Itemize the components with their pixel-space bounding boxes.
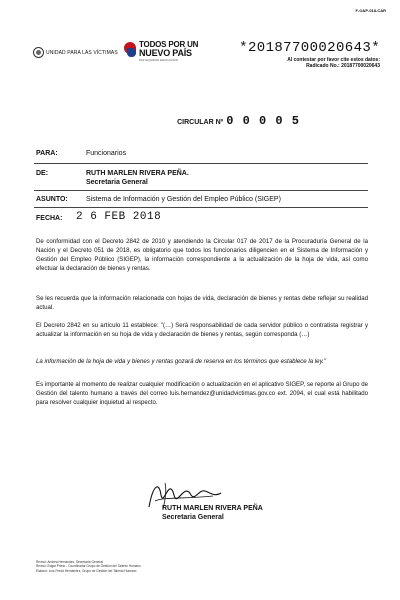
victims-unit-logo [33, 47, 118, 58]
divider [34, 207, 368, 208]
de-label: DE: [36, 170, 49, 177]
body-paragraph: Se les recuerda que la información relacionada con hojas de vida, declaración de bienes y rentas debe reflejar su realidad actual. [36, 295, 368, 311]
radicado-number: Radicado No.: 20187700020643 [306, 63, 380, 69]
body-paragraph: De conformidad con el Decreto 2842 de 2010 y atendiendo la Circular 017 de 2017 de la Procuraduría General de la Nación y el Decreto 051 de 2018, es obligatorio que todos los funcionarios diligencien en el Sistema de Información y Gestión del Empleo Público (SIGEP), la información correspondiente a la actualización de la hoja de vida, así como efectuar la declaración de bienes y rentas. [36, 238, 368, 272]
slogan-line-2: NUEVO PAÍS [139, 47, 192, 58]
footer-line: Revisó: Edgar Prieto - Coordinador Grupo de Gestión del Talento Humano [36, 564, 141, 569]
footer-line: Revisó: Andrea Hernández, Secretaría General [36, 560, 103, 564]
date-stamp: 2 6 FEB 2018 [76, 211, 162, 223]
body-paragraph-italic: La información de la hoja de vida y bienes y rentas gozará de reserva en los términos que establece la ley." [36, 358, 326, 365]
asunto-label: ASUNTO: [36, 196, 68, 203]
divider [34, 190, 368, 191]
reply-note: Al contestar por favor cite estos datos: [287, 57, 380, 63]
footer-line: Elaboró: Luis Fredd Hernández, Grupo de Gestión del Talento Humano [36, 568, 137, 573]
circular-heading [177, 114, 300, 128]
para-value: Funcionarios [86, 150, 127, 157]
asunto-value: Sistema de Información y Gestión del Empleo Público (SIGEP) [86, 196, 281, 203]
de-value-title: Secretaria General [86, 179, 148, 186]
barcode-text: *20187700020643* [239, 40, 380, 56]
slogan-emblem-icon [124, 40, 136, 62]
de-value-name: RUTH MARLEN RIVERA PEÑA. [86, 170, 189, 177]
form-code: F-OAP-018-CAR [355, 8, 386, 13]
slogan-line-3: PAZ EQUIDAD EDUCACIÓN [139, 57, 178, 62]
body-paragraph: Es importante al momento de realizar cualquier modificación o actualización en el aplicativo SIGEP, se reporte al Grupo de Gestión del talento humano a través del correo luis.hernandez@unidadvictimas.gov.co ext. 2094, el cual está habilitado para resolver cualquier inquietud al respecto. [36, 381, 368, 406]
slogan-line-1: TODOS POR UN [139, 39, 199, 49]
signatory-block [162, 504, 263, 522]
circular-label: CIRCULAR Nº [177, 119, 224, 126]
review-footer [36, 560, 141, 573]
unit-name: UNIDAD PARA LAS VÍCTIMAS [46, 49, 118, 56]
para-label: PARA: [36, 150, 58, 157]
coat-of-arms-icon [33, 47, 44, 58]
filing-block [239, 40, 380, 69]
divider [34, 163, 368, 164]
government-slogan-logo [124, 40, 198, 62]
signatory-name: RUTH MARLEN RIVERA PEÑA [162, 505, 263, 512]
signatory-title: Secretaria General [162, 514, 224, 521]
circular-number: 0 0 0 0 5 [226, 114, 300, 128]
fecha-label: FECHA: [36, 215, 63, 222]
body-paragraph-quote: El Decreto 2842 en su artículo 11 establece: "(…) Será responsabilidad de cada servidor público o contratista registrar y actualizar la información en su hoja de vida y declaración de bienes y rentas, según corresponda (…) [36, 322, 368, 338]
